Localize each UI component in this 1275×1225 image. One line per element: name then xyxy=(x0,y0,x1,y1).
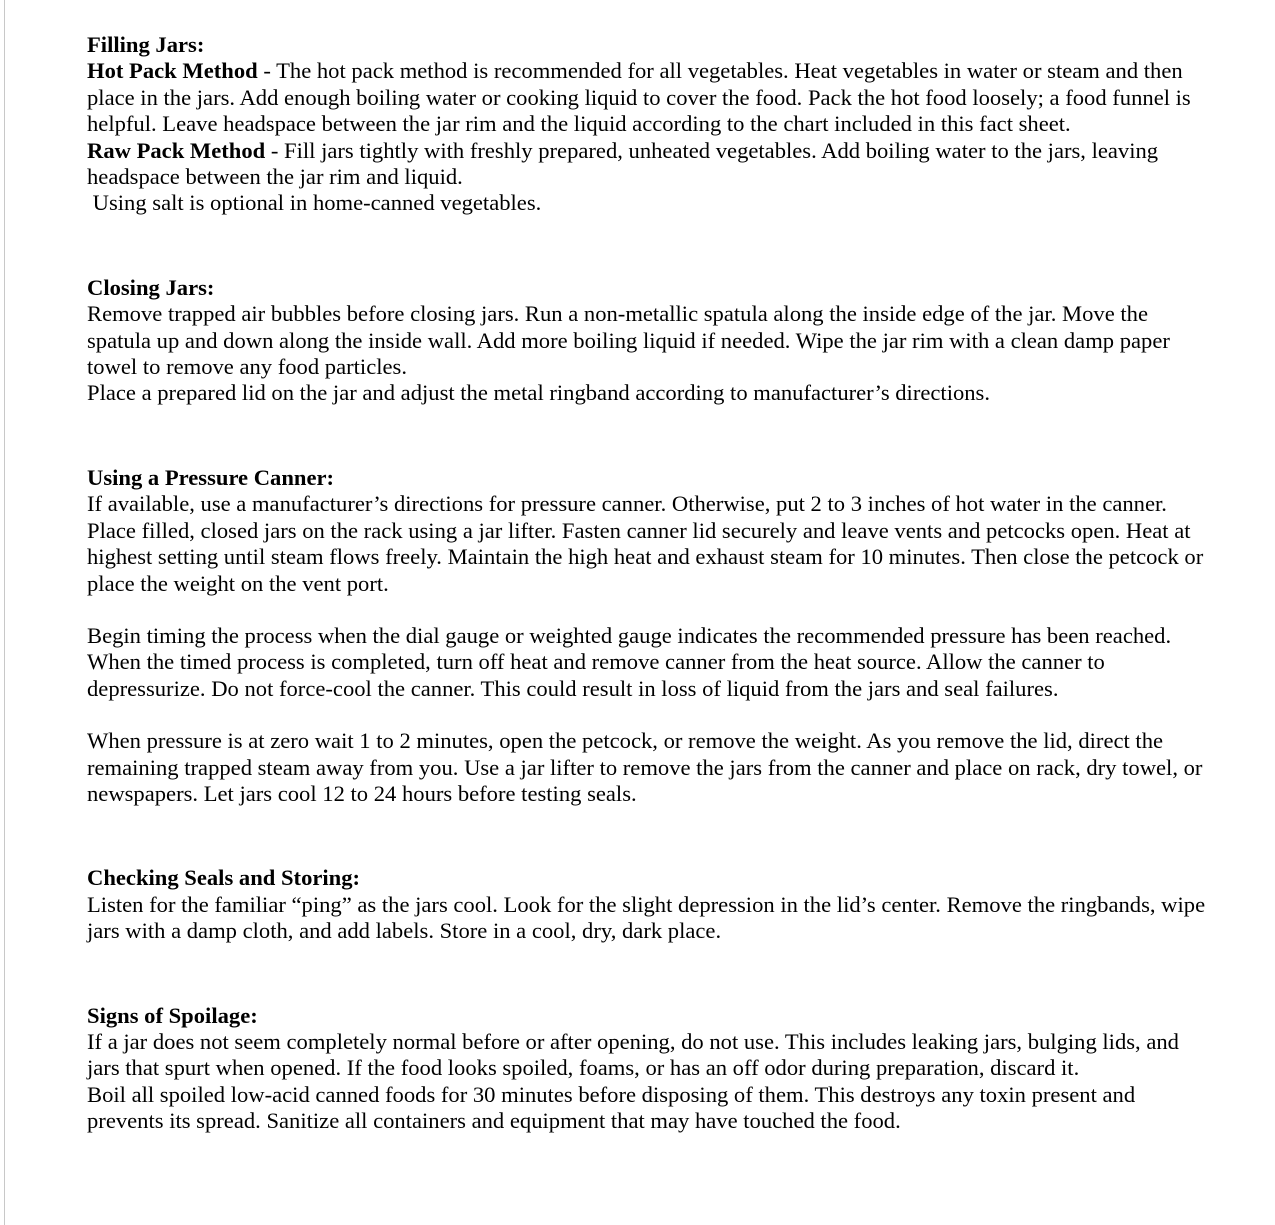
document-body xyxy=(87,32,1212,1135)
pressure-paragraph-3: When pressure is at zero wait 1 to 2 minutes, open the petcock, or remove the weight. As you remove the lid, direct the remaining trapped steam away from you. Use a jar lifter to remove the jars from the canner and place on rack, dry towel, or newspapers. Let jars cool 12 to 24 hours before testing seals. xyxy=(87,728,1203,806)
salt-note-paragraph: Using salt is optional in home-canned vegetables. xyxy=(87,190,542,216)
paragraph-spacer xyxy=(87,702,1212,728)
section-heading-checking-seals: Checking Seals and Storing: xyxy=(87,865,361,891)
checking-paragraph-1: Listen for the familiar “ping” as the jars cool. Look for the slight depression in the lid’s center. Remove the ringbands, wipe jars with a damp cloth, and add labels. Store in a cool, dry, dark place. xyxy=(87,891,1206,944)
section-spacer xyxy=(87,807,1212,865)
raw-pack-lead: Raw Pack Method xyxy=(87,137,266,163)
section-spacer xyxy=(87,945,1212,1003)
pressure-paragraph-2: Begin timing the process when the dial gauge or weighted gauge indicates the recommended pressure has been reached. When the timed process is completed, turn off heat and remove canner from the heat source. Allow the canner to depressurize. Do not force-cool the canner. This could result in loss of liquid from the jars and seal failures. xyxy=(87,622,1172,701)
section-pressure-canner xyxy=(87,465,1212,807)
raw-pack-text: - Fill jars tightly with freshly prepared, unheated vegetables. Add boiling water to the jars, leaving headspace between the jar rim and liquid. xyxy=(87,137,1159,190)
closing-paragraph-2: Place a prepared lid on the jar and adjust the metal ringband according to manufacturer’s directions. xyxy=(87,380,990,406)
hot-pack-paragraph xyxy=(87,58,1212,137)
spoilage-paragraph-2: Boil all spoiled low-acid canned foods for 30 minutes before disposing of them. This destroys any toxin present and prevents its spread. Sanitize all containers and equipment that may have touched the food. xyxy=(87,1081,1136,1134)
section-filling-jars xyxy=(87,32,1212,217)
page-left-border xyxy=(4,0,5,1225)
spoilage-paragraph-1: If a jar does not seem completely normal before or after opening, do not use. This includes leaking jars, bulging lids, and jars that spurt when opened. If the food looks spoiled, foams, or has an off odor during preparation, discard it. xyxy=(87,1028,1179,1081)
closing-paragraph-1: Remove trapped air bubbles before closing jars. Run a non-metallic spatula along the inside edge of the jar. Move the spatula up and down along the inside wall. Add more boiling liquid if needed. Wipe the jar rim with a clean damp paper towel to remove any food particles. xyxy=(87,301,1170,380)
section-closing-jars xyxy=(87,275,1212,407)
section-heading-signs-of-spoilage: Signs of Spoilage: xyxy=(87,1002,258,1028)
paragraph-spacer xyxy=(87,597,1212,623)
section-checking-seals xyxy=(87,865,1212,944)
hot-pack-text: - The hot pack method is recommended for all vegetables. Heat vegetables in water or steam and then place in the jars. Add enough boiling water or cooking liquid to cover the food. Pack the hot food loosely; a food funnel is helpful. Leave headspace between the jar rim and the liquid according to the chart included in this fact sheet. xyxy=(87,58,1191,137)
section-heading-pressure-canner: Using a Pressure Canner: xyxy=(87,464,335,490)
section-signs-of-spoilage xyxy=(87,1003,1212,1135)
section-heading-filling-jars: Filling Jars: xyxy=(87,32,205,57)
section-spacer xyxy=(87,407,1212,465)
hot-pack-lead: Hot Pack Method xyxy=(87,58,258,84)
section-heading-closing-jars: Closing Jars: xyxy=(87,274,215,300)
section-spacer xyxy=(87,217,1212,275)
pressure-paragraph-1: If available, use a manufacturer’s directions for pressure canner. Otherwise, put 2 to 3 inches of hot water in the canner. Place filled, closed jars on the rack using a jar lifter. Fasten canner lid securely and leave vents and petcocks open. Heat at highest setting until steam flows freely. Maintain the high heat and exhaust steam for 10 minutes. Then close the petcock or place the weight on the vent port. xyxy=(87,491,1204,596)
raw-pack-paragraph xyxy=(87,138,1212,191)
